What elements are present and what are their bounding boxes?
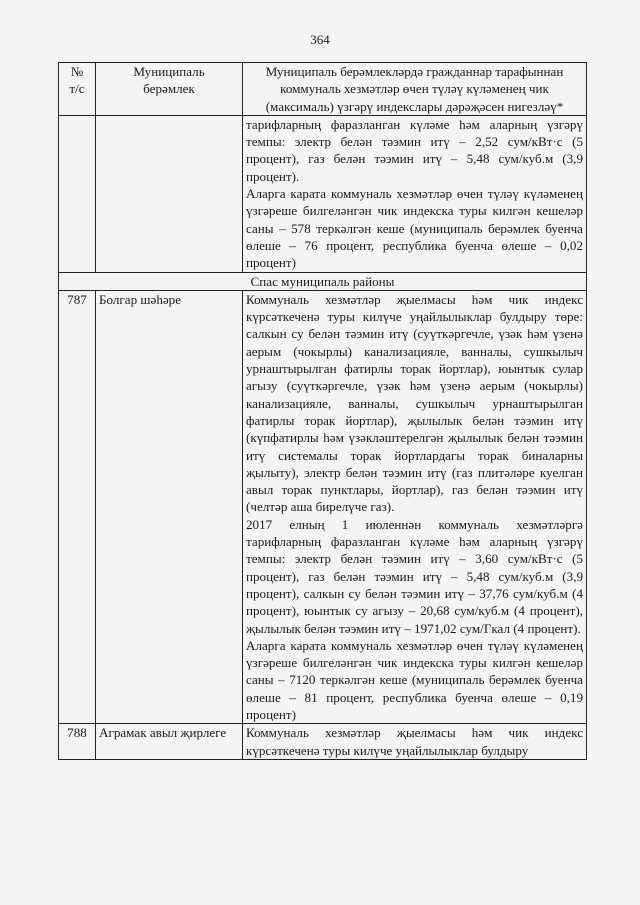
table-row	[59, 290, 587, 723]
header-number	[59, 63, 96, 116]
section-row	[59, 272, 587, 290]
table-row	[59, 115, 587, 272]
row-paragraph: Аларга карата коммуналь хезмәтләр өчен түләү күләменең үзгәреше билгеләнгән чик индекска туры килгән кешеләр саны – 578 теркәлгән кеше (муниципаль берәмлек буенча өлеше – 76 процент, республика буенча өлеше – 0,02 процент)	[246, 186, 583, 271]
row-paragraph: Коммуналь хезмәтләр җыелмасы һәм чик индекс күрсәткеченә туры килүче уңайлылыклар булдыру төре: салкын су белән тәэмин итү (суүткәргечле, үзәк һәм үзенә аерым (чокырлы) канализацияле, ванналы, сушкылыч урнаштырылган фатирлы торак йортлар), юынтык сулар агызу (суүткәргечле, үзәк һәм үзенә аерым (чокырлы) канализацияле, ванналы, сушкылыч урнаштырылган фатирлы торак йортлар), җылылык белән тәэмин итү (күпфатирлы һәм үзәкләштерелгән җылылык белән тәэмин итү системалы торак йортлардагы торак биналарны җылыту), электр белән тәэмин итү (газ плитәләре куелган авыл торак пунктлары, йортлар), газ белән тәэмин итү (челтәр аша бирелүче газ).	[246, 291, 583, 515]
row-description	[243, 115, 587, 272]
row-number: 787	[59, 290, 96, 723]
header-description	[243, 63, 587, 116]
header-municipality	[96, 63, 243, 116]
header-number-label: № т/с	[69, 64, 85, 97]
row-description	[243, 724, 587, 760]
row-paragraph: Коммуналь хезмәтләр җыелмасы һәм чик индекс күрсәткеченә туры килүче уңайлылыклар булдыру	[246, 725, 583, 758]
row-number: 788	[59, 724, 96, 760]
row-municipality	[96, 115, 243, 272]
header-municipality-label: Муниципаль берәмлек	[133, 64, 205, 97]
row-number	[59, 115, 96, 272]
header-description-label: Муниципаль берәмлекләрдә гражданнар тарафыннан коммуналь хезмәтләр өчен түләү күләменең чик (максималь) үзгәрү индекслары дәрәҗәсен нигезләү*	[265, 64, 564, 114]
section-title: Спас муниципаль районы	[59, 272, 587, 290]
row-paragraph: тарифларның фаразланган күләме һәм аларның үзгәрү темпы: электр белән тәэмин итү – 2,52 сум/кВт·с (5 процент), газ белән тәэмин итү – 5,48 сум/куб.м (3,9 процент).	[246, 116, 583, 184]
page-number: 364	[310, 32, 330, 47]
row-municipality: Болгар шәһәре	[96, 290, 243, 723]
row-paragraph: Аларга карата коммуналь хезмәтләр өчен түләү күләменең үзгәреше билгеләнгән чик индекска туры килгән кешеләр саны – 7120 теркәлгән кеше (муниципаль берәмлек буенча өлеше – 81 процент, республика буенча өлеше – 0,19 процент)	[246, 637, 583, 722]
table-row	[59, 724, 587, 760]
table-header-row	[59, 63, 587, 116]
row-description	[243, 290, 587, 723]
row-municipality: Аграмак авыл җирлеге	[96, 724, 243, 760]
indices-table	[58, 62, 587, 760]
row-paragraph: 2017 елның 1 июленнән коммуналь хезмәтләргә тарифларның фаразланган күләме һәм аларның үзгәрү темпы: электр белән тәэмин итү – 3,60 сум/кВт·с (5 процент), газ белән тәэмин итү – 5,48 сум/куб.м (3,9 процент), салкын су белән тәэмин итү – 37,76 сум/куб.м (4 процент), юынтык су агызу – 20,68 сум/куб.м (4 процент), җылылык белән тәэмин итү – 1971,02 сум/Гкал (4 процент).	[246, 516, 583, 636]
